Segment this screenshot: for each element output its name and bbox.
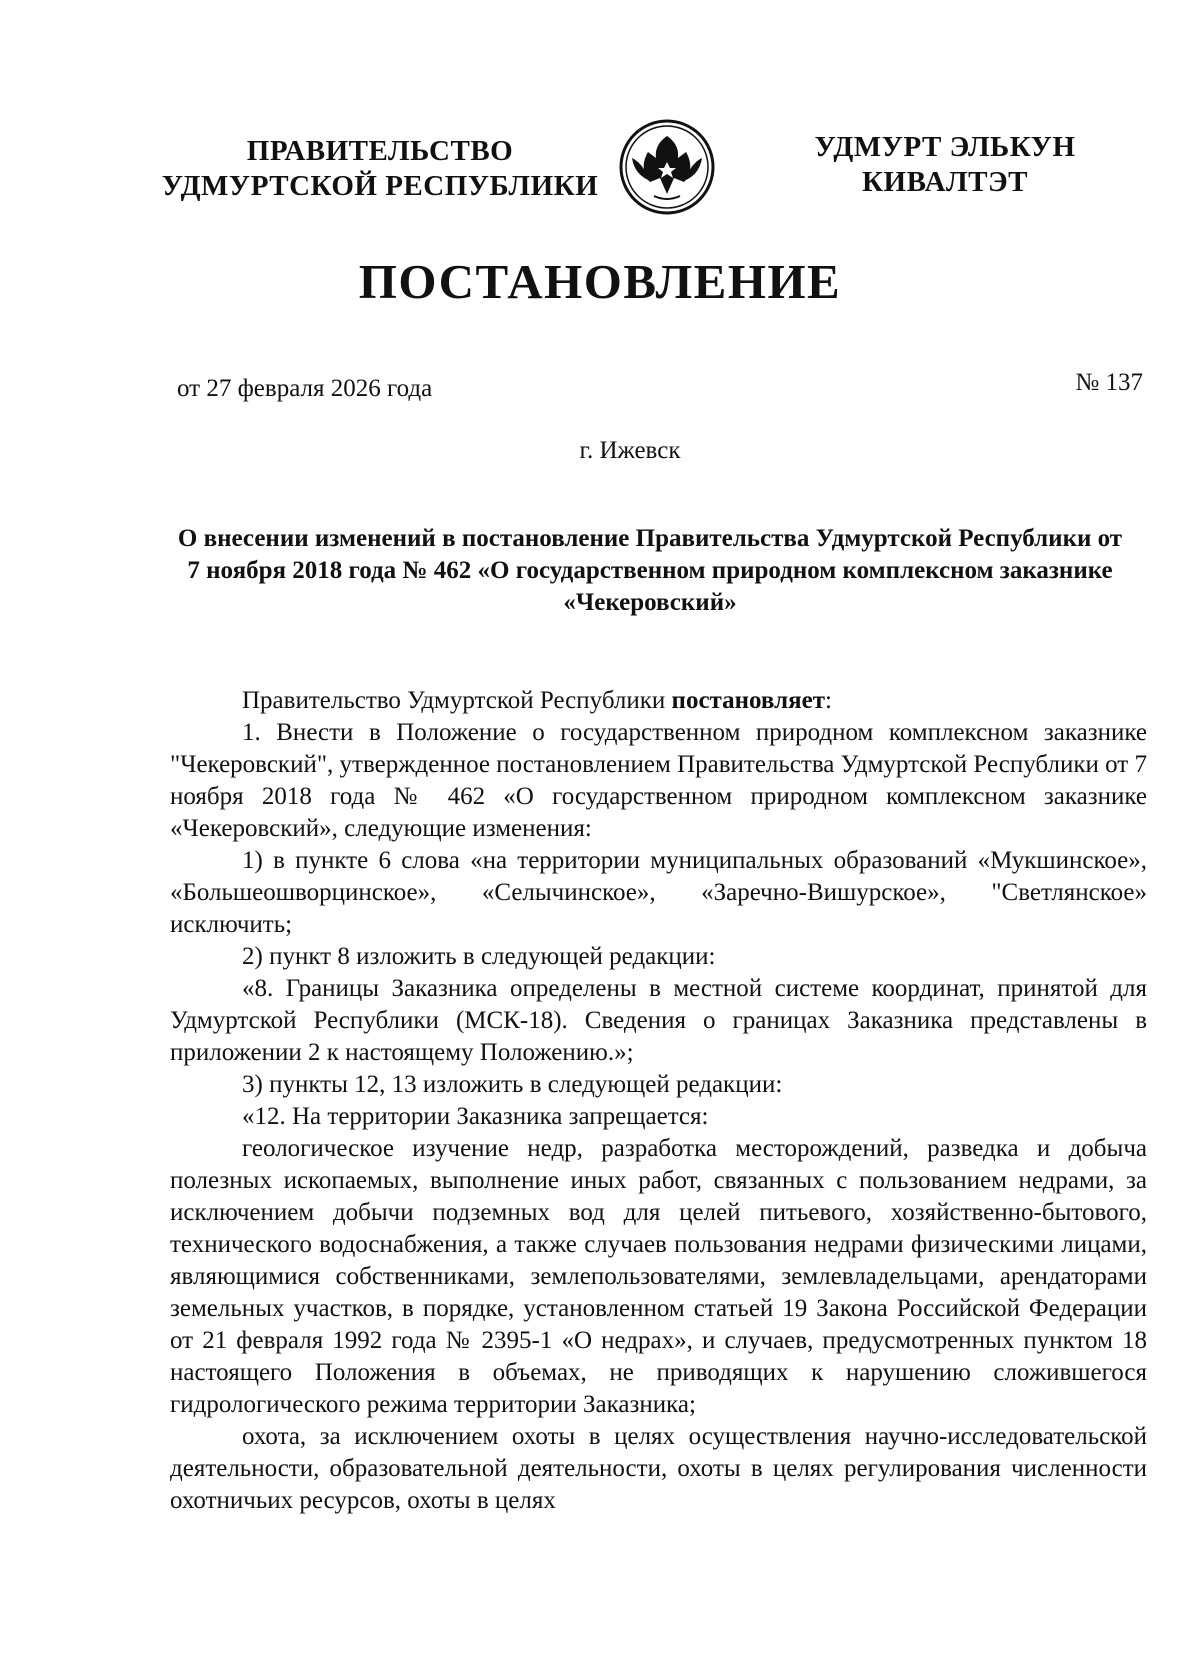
intro-bold: постановляет xyxy=(671,687,826,714)
document-city: г. Ижевск xyxy=(579,437,681,464)
document-subject: О внесении изменений в постановление Правительства Удмуртской Республики от 7 ноября 2018 года № 462 «О государственном природном комплексном заказнике «Чекеровский» xyxy=(177,525,1123,616)
document-body xyxy=(170,685,1147,1517)
intro-end: : xyxy=(825,687,832,714)
document-date: от 27 февраля 2026 года xyxy=(177,375,433,402)
government-name-udmurt-line-1: УДМУРТ ЭЛЬКУН xyxy=(814,131,1076,163)
government-name-russian xyxy=(150,134,610,204)
paragraph: «8. Границы Заказника определены в местной системе координат, принятой для Удмуртской Республики (МСК-18). Сведения о границах Заказника представлены в приложении 2 к настоящему Положению.»; xyxy=(170,975,1147,1066)
document-title: ПОСТАНОВЛЕНИЕ xyxy=(358,254,842,309)
paragraph: 2) пункт 8 изложить в следующей редакции: xyxy=(242,943,716,970)
government-name-line-1: ПРАВИТЕЛЬСТВО xyxy=(246,135,514,167)
paragraph: 1. Внести в Положение о государственном природном комплексном заказнике "Чекеровский", утвержденное постановлением Правительства Удмуртской Республики от 7 ноября 2018 года № 462 «О государственном природном комплексном заказнике «Чекеровский», следующие изменения: xyxy=(170,719,1147,842)
government-name-line-2: УДМУРТСКОЙ РЕСПУБЛИКИ xyxy=(161,170,599,202)
intro-paragraph xyxy=(170,685,1147,717)
government-name-udmurt xyxy=(800,130,1090,200)
document-number: № 137 xyxy=(1075,369,1143,396)
udmurt-coat-of-arms-icon xyxy=(612,112,722,222)
paragraph: 1) в пункте 6 слова «на территории муниципальных образований «Мукшинское», «Большеошворцинское», «Селычинское», «Заречно-Вишурское», "Светлянское» исключить; xyxy=(170,847,1147,938)
government-name-udmurt-line-2: КИВАЛТЭТ xyxy=(861,166,1028,198)
intro-text: Правительство Удмуртской Республики xyxy=(242,687,672,714)
paragraph: «12. На территории Заказника запрещается: xyxy=(242,1103,709,1130)
paragraph: охота, за исключением охоты в целях осуществления научно-исследовательской деятельности, образовательной деятельности, охоты в целях регулирования численности охотничьих ресурсов, охоты в целях xyxy=(170,1423,1147,1514)
paragraph: 3) пункты 12, 13 изложить в следующей редакции: xyxy=(242,1071,783,1098)
paragraph: геологическое изучение недр, разработка месторождений, разведка и добыча полезных ископаемых, выполнение иных работ, связанных с пользованием недрами, за исключением добычи подземных вод для целей питьевого, хозяйственно-бытового, технического водоснабжения, а также случаев пользования недрами физическими лицами, являющимися собственниками, землепользователями, землевладельцами, арендаторами земельных участков, в порядке, установленном статьей 19 Закона Российской Федерации от 21 февраля 1992 года № 2395-1 «О недрах», и случаев, предусмотренных пунктом 18 настоящего Положения в объемах, не приводящих к нарушению сложившегося гидрологического режима территории Заказника; xyxy=(170,1135,1147,1418)
